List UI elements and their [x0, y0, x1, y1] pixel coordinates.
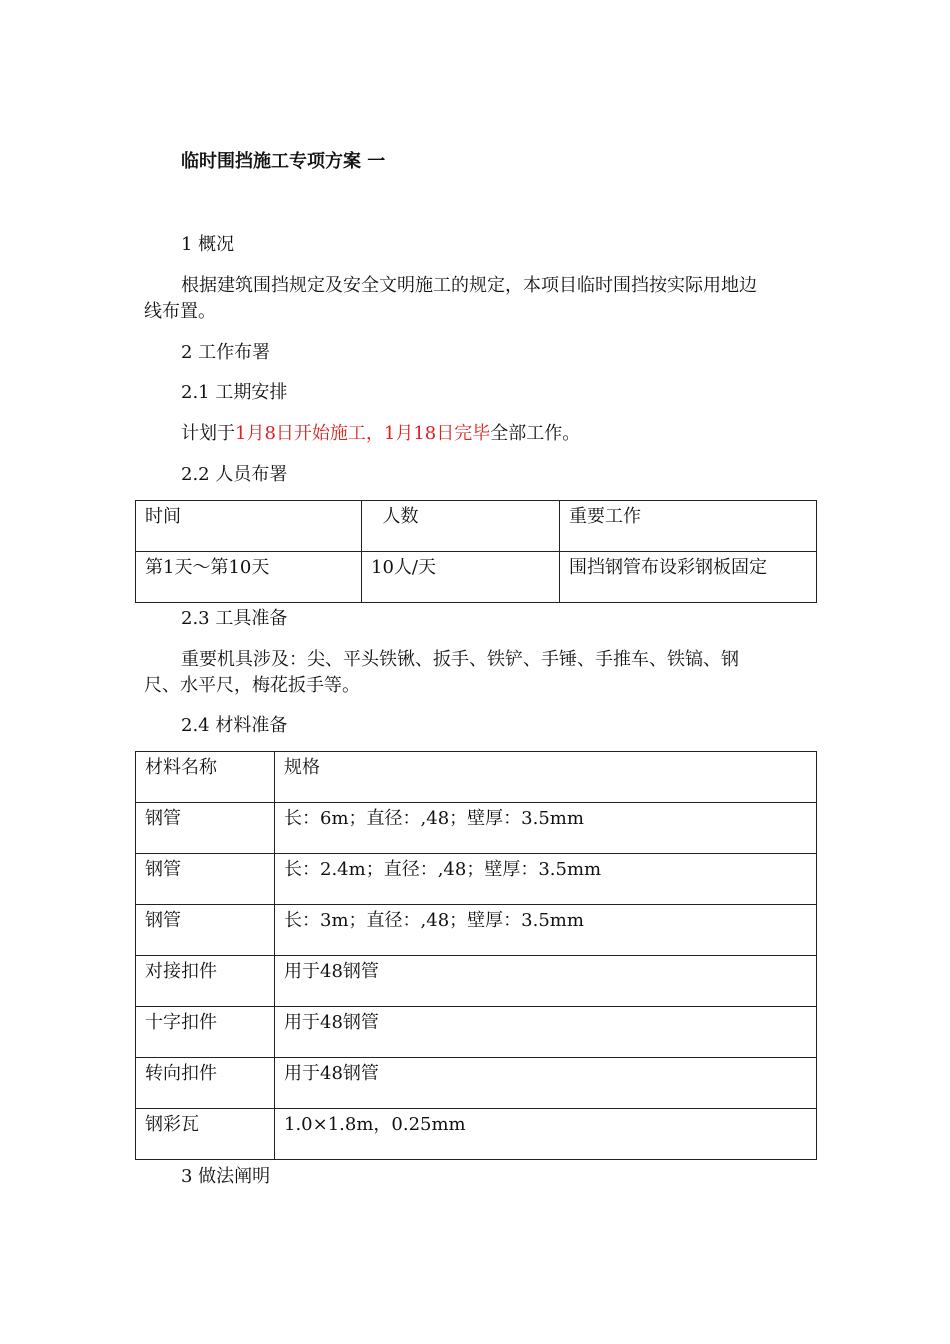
table-row — [136, 854, 817, 905]
section-1-heading: 1 概况 — [181, 234, 235, 255]
table-cell: 对接扣件 — [136, 956, 275, 1007]
schedule-prefix: 计划于 — [181, 423, 235, 444]
table-cell: 钢管 — [136, 803, 275, 854]
table-row — [136, 1007, 817, 1058]
table-cell: 10人/天 — [362, 552, 560, 603]
table-cell: 用于48钢管 — [275, 1058, 817, 1109]
table-cell: 围挡钢管布设彩钢板固定 — [560, 552, 817, 603]
section-2-2-heading: 2.2 人员布署 — [181, 464, 288, 485]
section-3-heading: 3 做法阐明 — [181, 1166, 271, 1187]
table-header-row — [136, 752, 817, 803]
table-cell: 第1天～第10天 — [136, 552, 362, 603]
table-row — [136, 1109, 817, 1160]
table-cell: 十字扣件 — [136, 1007, 275, 1058]
table-cell: 长：3m；直径：,48；壁厚：3.5mm — [275, 905, 817, 956]
section-2-4-heading: 2.4 材料准备 — [181, 715, 288, 736]
section-2-3-paragraph-line-2: 尺、水平尺，梅花扳手等。 — [144, 675, 360, 696]
table-cell: 长：2.4m；直径：,48；壁厚：3.5mm — [275, 854, 817, 905]
table-header-cell: 时间 — [136, 501, 362, 552]
section-2-3-paragraph-line-1: 重要机具涉及：尖、平头铁锹、扳手、铁铲、手锤、手推车、铁镐、钢 — [181, 649, 739, 670]
table-header-row — [136, 501, 817, 552]
table-cell: 1.0×1.8m，0.25mm — [275, 1109, 817, 1160]
table-row — [136, 905, 817, 956]
schedule-paragraph — [181, 422, 580, 446]
table-cell: 钢管 — [136, 854, 275, 905]
document-title: 临时围挡施工专项方案 一 — [181, 151, 386, 172]
table-header-cell: 规格 — [275, 752, 817, 803]
table-row — [136, 1058, 817, 1109]
table-cell: 转向扣件 — [136, 1058, 275, 1109]
table-cell: 长：6m；直径：,48；壁厚：3.5mm — [275, 803, 817, 854]
section-2-heading: 2 工作布署 — [181, 342, 271, 363]
table-header-cell: 材料名称 — [136, 752, 275, 803]
table-cell: 用于48钢管 — [275, 956, 817, 1007]
table-row — [136, 803, 817, 854]
material-table — [135, 751, 817, 1160]
schedule-highlight: 1月8日开始施工，1月18日完毕 — [235, 423, 491, 444]
table-cell: 用于48钢管 — [275, 1007, 817, 1058]
table-cell: 钢管 — [136, 905, 275, 956]
schedule-suffix: 全部工作。 — [490, 423, 581, 444]
staff-table — [135, 500, 817, 603]
table-header-cell: 重要工作 — [560, 501, 817, 552]
section-1-paragraph-line-1: 根据建筑围挡规定及安全文明施工的规定，本项目临时围挡按实际用地边 — [181, 275, 757, 296]
section-2-3-heading: 2.3 工具准备 — [181, 608, 288, 629]
section-1-paragraph-line-2: 线布置。 — [144, 301, 216, 322]
table-header-cell: 人数 — [362, 501, 560, 552]
table-cell: 钢彩瓦 — [136, 1109, 275, 1160]
table-row — [136, 552, 817, 603]
table-row — [136, 956, 817, 1007]
section-2-1-heading: 2.1 工期安排 — [181, 382, 288, 403]
